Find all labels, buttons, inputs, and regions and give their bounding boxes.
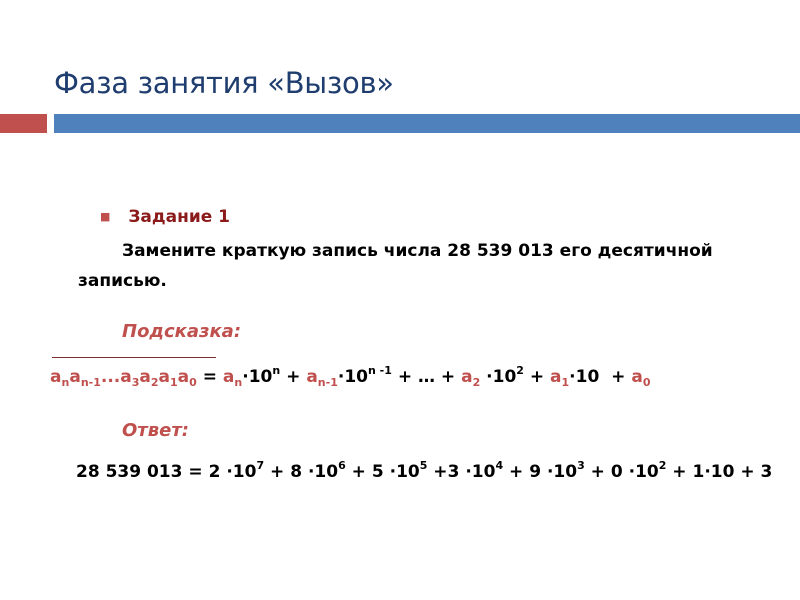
title-accent-bar-red — [0, 114, 47, 133]
formula-term-a-2: $a_2$ — [461, 367, 481, 389]
formula-term-a-1: $a_1$ — [550, 367, 570, 389]
answer-term: $8 \cdot 10^6$ — [290, 459, 346, 482]
formula-a-n: $a_n$ — [50, 367, 70, 389]
answer-term: $2 \cdot 10^7$ — [208, 459, 265, 482]
formula-a-n-1: $a_{n-1}$ — [69, 367, 101, 389]
formula-equals: = — [202, 367, 217, 387]
answer-term: 1·10 — [692, 462, 735, 482]
task-heading — [100, 207, 230, 227]
formula-a-1: $a_1$ — [158, 367, 178, 389]
formula-ellipsis: … — [417, 367, 435, 387]
formula-a-2: $a_2$ — [139, 367, 159, 389]
formula-a-0: $a_0$ — [177, 367, 197, 389]
answer-expansion: 28 539 $013 = 2 \cdot 10^7 + 8 \cdot 10^6 + 5 \cdot 10^5 +3 \cdot 10^4 + 9 \cdot 10^3 + 0 \cdot 10^2 + 1\cdot 10 + 3$ — [76, 459, 773, 482]
formula-term-a-0: $a_0$ — [631, 367, 651, 389]
answer-term: $0 \cdot 10^2$ — [610, 459, 667, 482]
answer-term: $5 \cdot 10^5$ — [371, 459, 428, 482]
bullet-icon: ■ — [100, 210, 111, 223]
answer-label: Ответ: — [122, 420, 189, 441]
number-overline — [52, 357, 216, 358]
title-accent-bar-blue — [54, 114, 800, 133]
formula-term-a-n: $a_n$ — [222, 367, 243, 389]
hint-label: Подсказка: — [122, 321, 242, 342]
answer-number: 28 539 013 — [76, 462, 183, 482]
formula-dots: ... — [100, 367, 121, 387]
formula-a-3: $a_3$ — [120, 367, 140, 389]
slide-title: Фаза занятия «Вызов» — [54, 66, 394, 100]
answer-term: $3 \cdot 10^4$ — [447, 459, 504, 482]
decimal-formula: $a_na_{n-1}...a_3a_2a_1a_0 = a_n\cdot 10^n + a_{n-1}\cdot 10^{n -1}$ + … + $a_2 \cdot 10^2 + a_1\cdot 10 + a_0$ — [50, 364, 651, 389]
task-text: Замените краткую запись числа 28 539 013 его десятичной записью. — [78, 241, 713, 291]
answer-term: $9 \cdot 10^3$ — [529, 459, 585, 482]
formula-term-a-n-1: $a_{n-1}$ — [306, 367, 338, 389]
answer-constant: 3 — [760, 462, 773, 482]
task-label: Задание 1 — [128, 207, 231, 227]
